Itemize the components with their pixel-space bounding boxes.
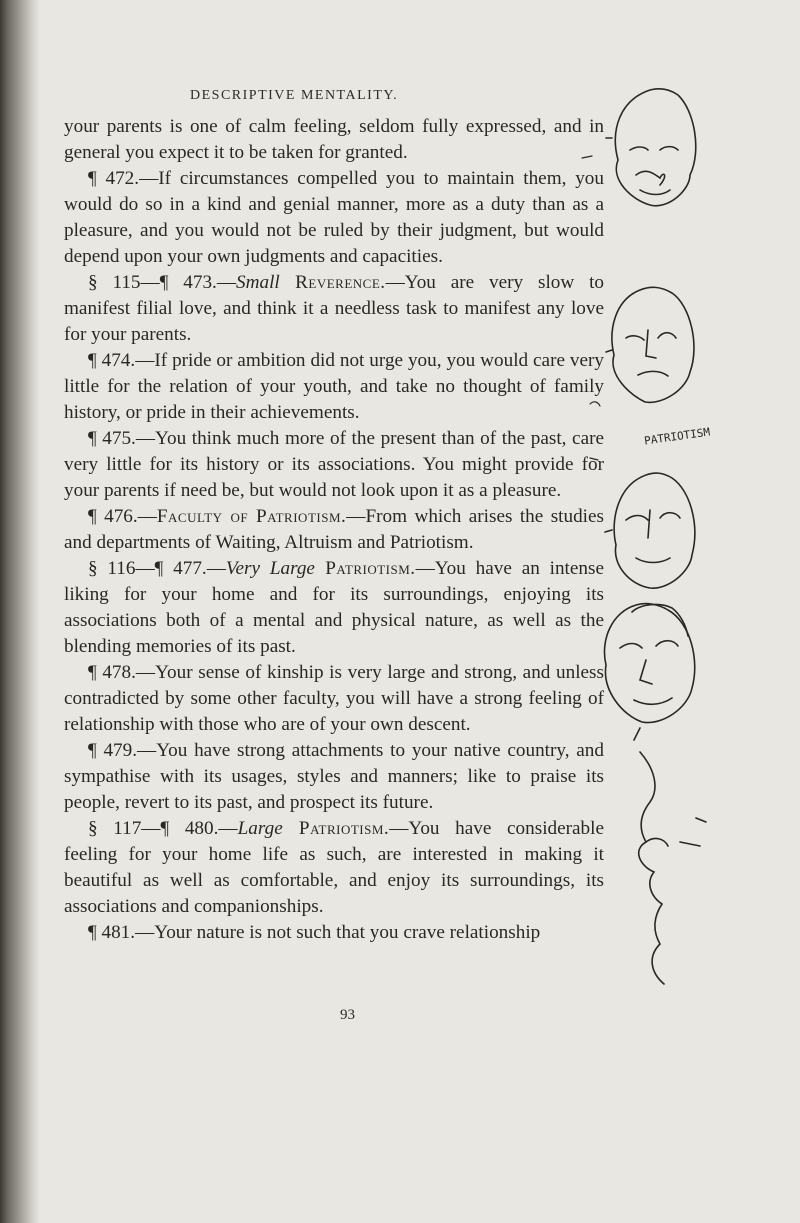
section-ref: § 117—¶ 480.— xyxy=(88,818,238,839)
paragraph-479: ¶ 479.—You have strong attachments to your native country, and sympathise with its usages, styles and manners; like to praise its people, revert to its past, and prospect its future. xyxy=(64,740,604,813)
face-sketch-icon xyxy=(606,89,696,206)
section-ref: § 116—¶ 477.— xyxy=(88,558,226,579)
margin-note: PATRIOTISM xyxy=(643,425,711,448)
page-number: 93 xyxy=(340,1007,355,1023)
paragraph-472: ¶ 472.—If circumstances compelled you to maintain them, you would do so in a kind and genial manner, more as a duty than as a pleasure, and you would not be ruled by their judgment, but would depend upon your own judgments and capacities. xyxy=(64,168,604,267)
paragraph-474: ¶ 474.—If pride or ambition did not urge you, you would care very little for the relation of your youth, and take no thought of family history, or pride in their achievements. xyxy=(64,350,604,423)
faculty-label: Faculty of Patriotism. xyxy=(156,506,347,527)
paragraph-481: ¶ 481.—Your nature is not such that you crave relationship xyxy=(88,922,541,943)
degree-label: Large xyxy=(237,818,283,839)
margin-marks xyxy=(582,156,600,460)
paragraph-body: —You have an intense liking for your home and for its surroundings, enjoying its associations both of a mental and physical nature, as well as the blending memories of its past. xyxy=(64,558,604,657)
paragraph-body: —From which arises the studies and departments of Waiting, Altruism and Patriotism. xyxy=(64,506,604,553)
degree-label: Small xyxy=(236,272,280,293)
paragraph-body: —You have considerable feeling for your home life as such, are interested in making it beautiful as well as comfortable, and enjoy its surroundings, its associations and companionships. xyxy=(64,818,604,917)
paragraph-475: ¶ 475.—You think much more of the present than of the past, care very little for its history or its associations. You might provide for your parents if need be, but would not look upon it as a pleasure. xyxy=(64,428,604,501)
paragraph-body: —You are very slow to manifest filial love, and think it a needless task to manifest any love for your parents. xyxy=(64,272,605,345)
faculty-label: Patriotism. xyxy=(282,818,390,839)
profile-sketch-icon xyxy=(639,752,706,984)
paragraph-478: ¶ 478.—Your sense of kinship is very large and strong, and unless contradicted by some other faculty, you will have a strong feeling of relationship with those who are of your own descent. xyxy=(64,662,604,735)
section-ref: § 115—¶ 473.— xyxy=(88,272,237,293)
section-ref: ¶ 476.— xyxy=(88,506,157,527)
paragraph-0: your parents is one of calm feeling, seldom fully expressed, and in general you expect it to be taken for granted. xyxy=(64,116,604,163)
face-sketch-icon xyxy=(604,604,694,740)
face-sketch-icon xyxy=(606,287,694,402)
face-sketch-icon xyxy=(605,473,695,588)
faculty-label: Reverence. xyxy=(279,272,386,293)
running-head: DESCRIPTIVE MENTALITY. xyxy=(190,88,399,103)
degree-label: Very Large xyxy=(225,558,315,579)
faculty-label: Patriotism. xyxy=(314,558,416,579)
